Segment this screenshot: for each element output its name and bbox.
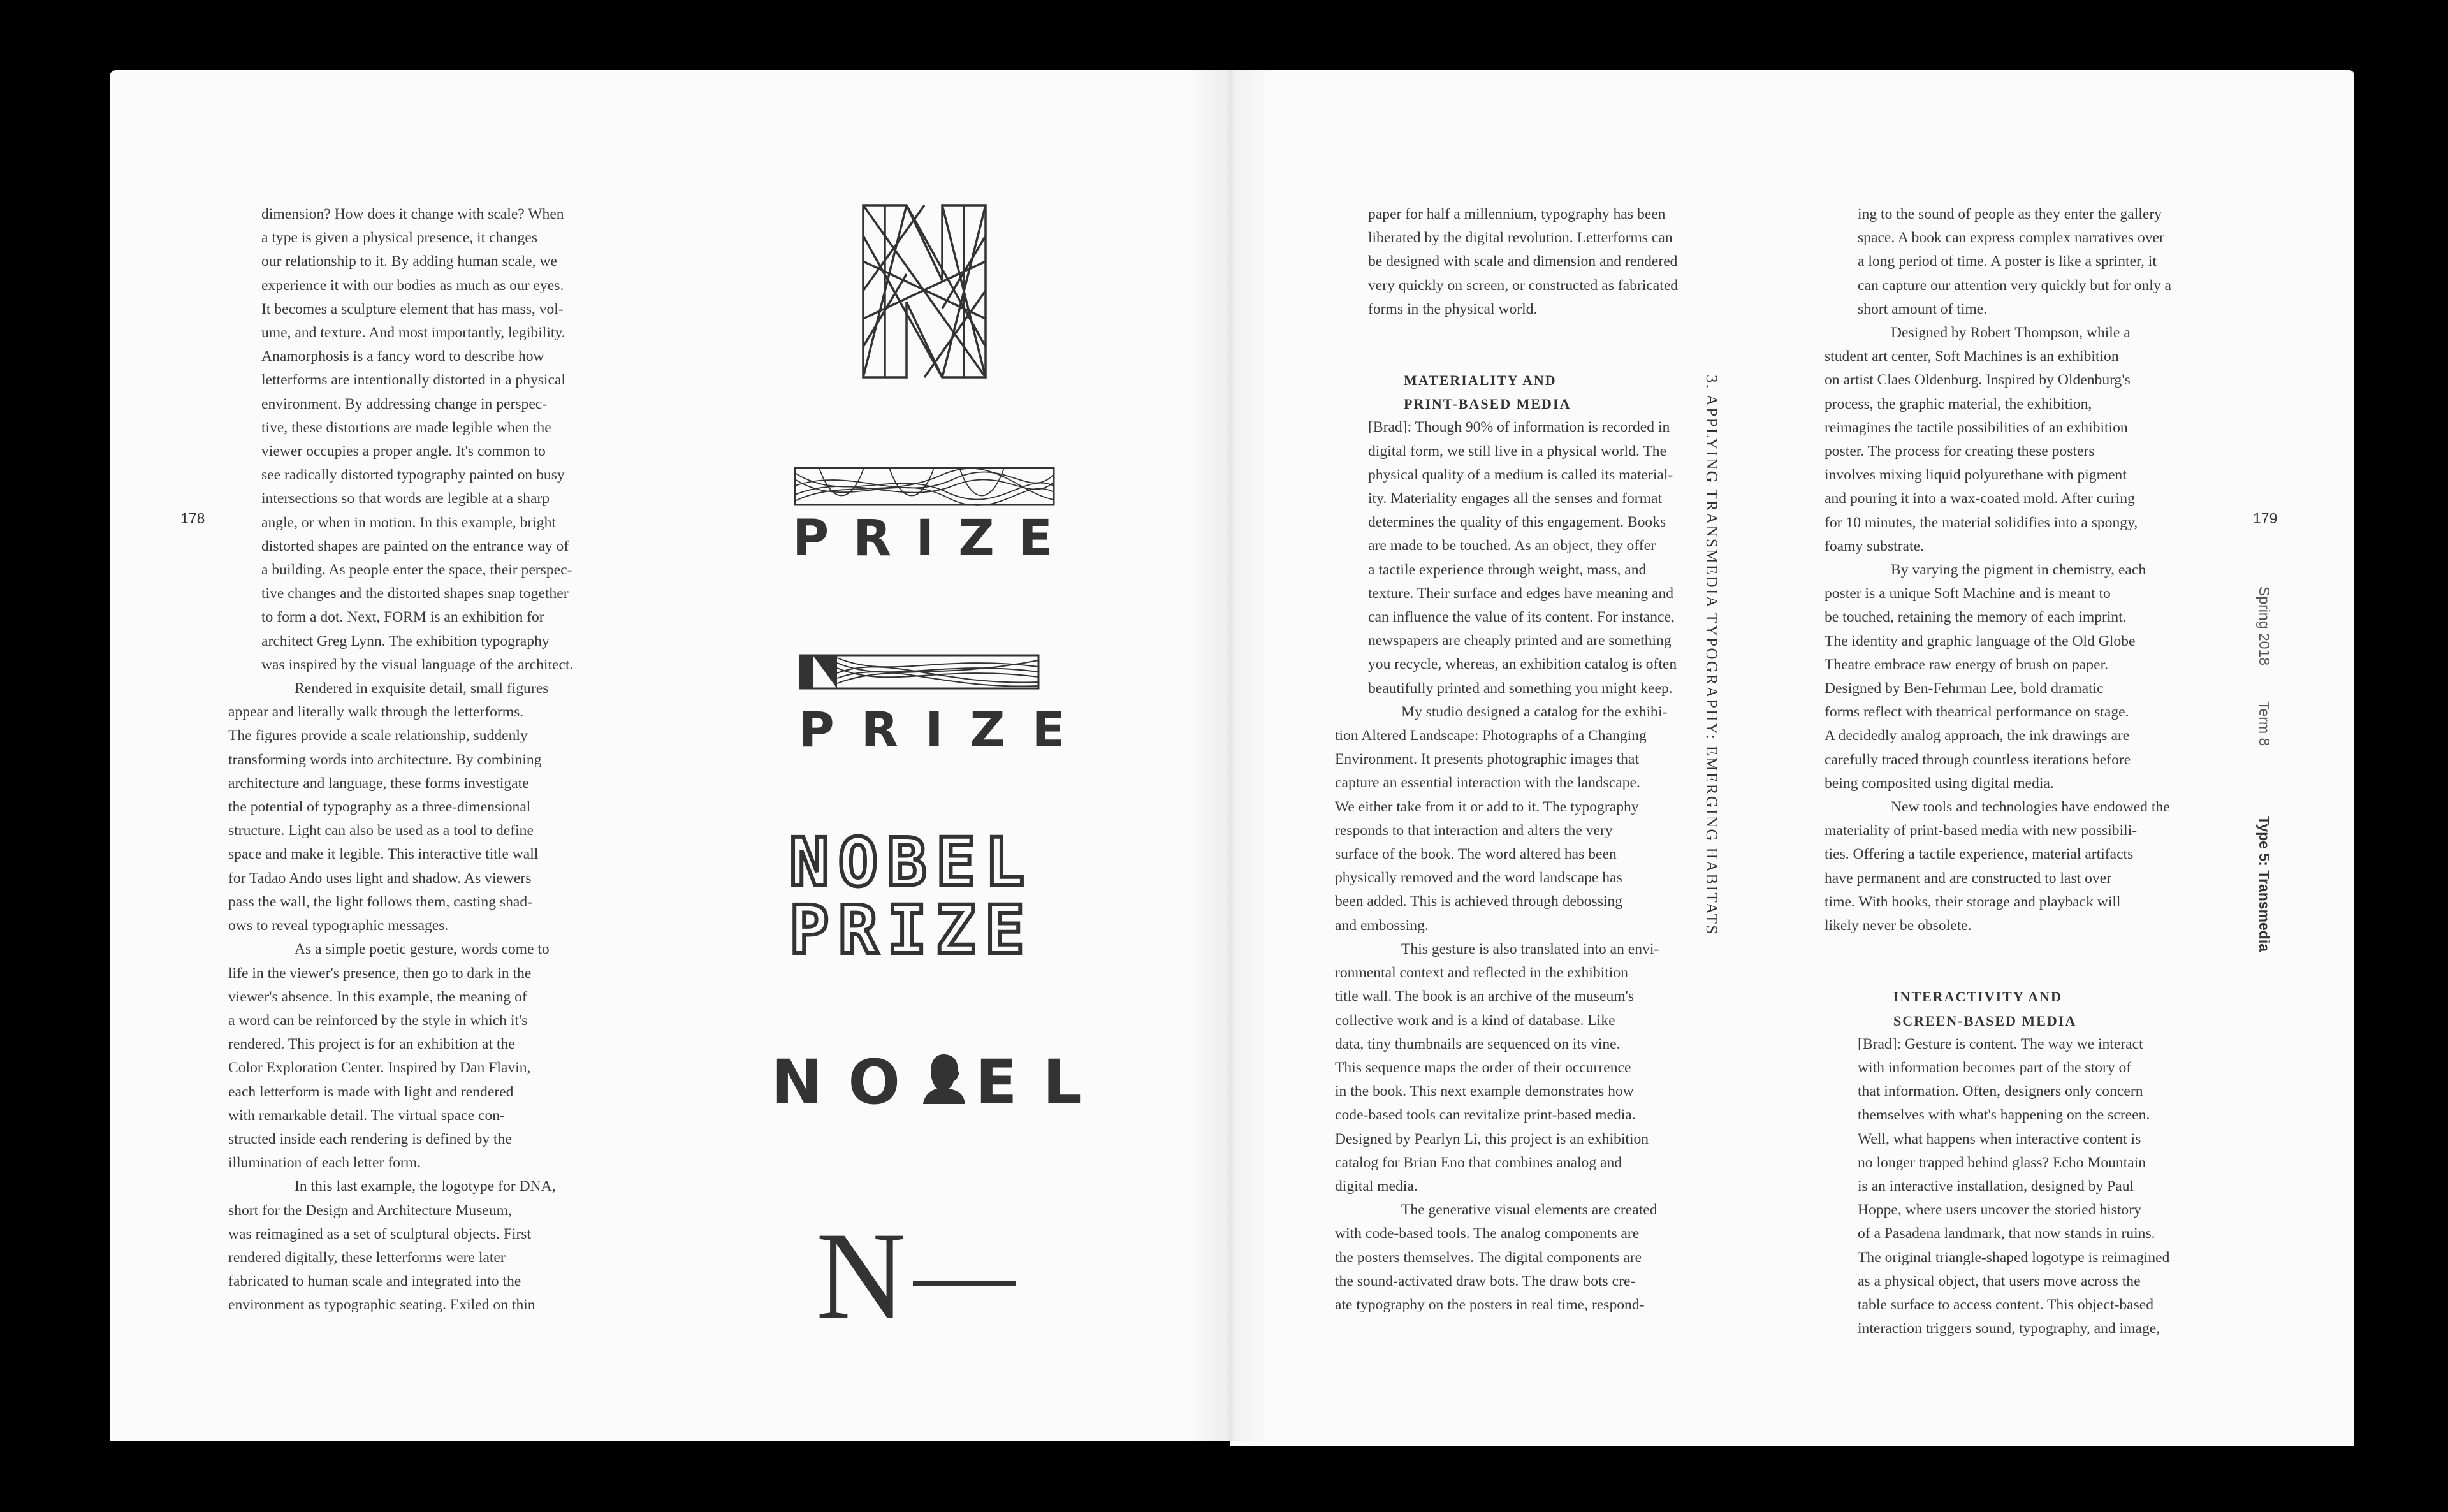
text-line: capture an essential interaction with the landscape. [1335,774,1640,792]
n-underscore-bar [913,1281,1016,1286]
text-line: determines the quality of this engagement. Books [1368,514,1666,531]
text-line: angle, or when in motion. In this example, bright [261,514,556,531]
section-heading [1858,985,2202,1032]
text-line: ate typography on the posters in real time, respond- [1335,1296,1645,1313]
section-spacer [1858,938,2202,985]
text-line: physically removed and the word landscape has [1335,869,1622,887]
text-line: a long period of time. A poster is like a sprinter, it [1858,253,2157,270]
text-line: see radically distorted typography painted on busy [261,467,565,484]
text-line: are made to be touched. As an object, they offer [1368,537,1656,555]
text-line: foamy substrate. [1825,537,1924,555]
text-line: student art center, Soft Machines is an exhibition [1825,348,2119,365]
body-paragraph [1335,701,1700,938]
text-line: was inspired by the visual language of the architect. [261,656,574,673]
body-paragraph [1825,321,2202,558]
text-line: ows to reveal typographic messages. [228,917,449,934]
text-line: digital media. [1335,1177,1418,1195]
text-line: Hoppe, where users uncover the storied history [1858,1202,2141,1219]
text-line: on artist Claes Oldenburg. Inspired by Oldenburg's [1825,372,2131,389]
text-line: poster is a unique Soft Machine and is meant to [1825,585,2111,602]
text-line: time. With books, their storage and playback will [1825,893,2121,910]
text-line: architect Greg Lynn. The exhibition typography [261,632,550,650]
text-line: themselves with what's happening on the screen. [1858,1107,2150,1124]
text-line: each letterform is made with light and rendered [228,1083,514,1100]
text-line: ity. Materiality engages all the senses and format [1368,490,1663,507]
text-line: environment. By addressing change in perspec- [261,395,548,412]
nobel-chain-line-1: NOBEL [789,824,1034,901]
text-line: ties. Offering a tactile experience, material artifacts [1825,846,2134,863]
text-line: space and make it legible. This interactive title wall [228,846,539,863]
text-line: Designed by Ben-Fehrman Lee, bold dramatic [1825,680,2104,697]
text-line: and pouring it into a wax-coated mold. After curing [1825,490,2135,507]
text-line: was reimagined as a set of sculptural objects. First [228,1225,532,1242]
text-line: ing to the sound of people as they enter the gallery [1858,206,2162,222]
text-line: a type is given a physical presence, it changes [261,229,538,247]
text-line: involves mixing liquid polyurethane with pigment [1825,467,2127,484]
nobel-chain-line-2: PRIZE [789,891,1034,969]
section-spacer [1368,321,1700,368]
text-line: the potential of typography as a three-dimensional [228,799,531,816]
text-line: and embossing. [1335,917,1429,934]
text-line: with code-based tools. The analog components are [1335,1225,1640,1242]
text-line: physical quality of a medium is called its material- [1368,466,1673,483]
text-line: environment as typographic seating. Exiled on thin [228,1297,536,1314]
text-line: Anamorphosis is a fancy word to describe how [261,348,544,365]
text-line: dimension? How does it change with scale? When [261,206,564,222]
text-line: table surface to access content. This object-based [1858,1296,2154,1313]
text-line: paper for half a millennium, typography has been [1368,206,1666,222]
text-line: newspapers are cheaply printed and are something [1368,632,1672,650]
text-line: life in the viewer's presence, then go to dark in the [228,964,532,982]
text-line: ume, and texture. And most importantly, legibility. [261,324,565,342]
text-line: likely never be obsolete. [1825,917,1972,934]
text-line: have permanent and are constructed to last over [1825,869,2112,887]
text-line: The original triangle-shaped logotype is reimagined [1858,1249,2170,1266]
text-line: a tactile experience through weight, mass, and [1368,561,1647,578]
nobel-prize-chain-logo [789,824,1034,969]
text-line: for Tadao Ando uses light and shadow. As viewers [228,869,532,887]
body-paragraph [228,1175,606,1317]
text-line: you recycle, whereas, an exhibition catalog is often [1368,656,1677,673]
text-line: The identity and graphic language of the Old Globe [1825,632,2136,650]
text-line: tion Altered Landscape: Photographs of a Changing [1335,727,1647,745]
body-paragraph [261,203,606,677]
geometric-n-logo [862,204,987,379]
heading-line: SCREEN-BASED MEDIA [1893,1012,2077,1029]
text-line: Environment. It presents photographic images that [1335,751,1640,768]
text-line: [Brad]: Though 90% of information is recorded in [1368,419,1670,436]
text-line: a word can be reinforced by the style in which it's [228,1012,528,1029]
text-line: the sound-activated draw bots. The draw bots cre- [1335,1272,1636,1290]
text-line: experience it with our bodies as much as our eyes. [261,277,564,294]
chapter-title-vertical: 3. APPLYING TRANSMEDIA TYPOGRAPHY: EMERGING HABITATS [1703,375,1720,936]
body-paragraph [228,938,606,1175]
text-line: reimagines the tactile possibilities of an exhibition [1825,419,2128,436]
text-line: letterforms are intentionally distorted in a physical [261,372,565,389]
text-line: carefully traced through countless iterations before [1825,751,2131,768]
text-line: Well, what happens when interactive content is [1858,1130,2141,1147]
text-line: of a Pasadena landmark, that now stands in ruins. [1858,1225,2155,1242]
text-line: be touched, retaining the memory of each imprint. [1825,609,2127,626]
text-line: texture. Their surface and edges have meaning and [1368,585,1674,602]
text-line: [Brad]: Gesture is content. The way we interact [1858,1035,2143,1052]
body-paragraph [1858,1033,2202,1341]
n-underscore-logo: N [816,1207,907,1345]
text-line: viewer occupies a proper angle. It's common to [261,443,546,460]
portrait-silhouette-icon [922,1053,966,1105]
text-line: can influence the value of its content. For instance, [1368,609,1675,626]
text-line: tive, these distortions are made legible when the [261,419,551,436]
text-line: pass the wall, the light follows them, casting shad- [228,893,533,910]
text-line: It becomes a sculpture element that has mass, vol- [261,300,564,317]
text-line: Designed by Pearlyn Li, this project is an exhibition [1335,1130,1649,1147]
text-line: interaction triggers sound, typography, and image, [1858,1320,2160,1337]
text-line: been added. This is achieved through debossing [1335,893,1623,910]
prize-logo-wave-bar [799,654,1040,690]
text-line: Color Exploration Center. Inspired by Dan Flavin, [228,1059,531,1077]
book-gutter [1186,70,1275,1441]
text-line: distorted shapes are painted on the entrance way of [261,537,569,555]
text-line: as a physical object, that users move across the [1858,1272,2141,1290]
text-line: for 10 minutes, the material solidifies into a spongy, [1825,514,2138,531]
text-line: In this last example, the logotype for DNA, [295,1178,556,1195]
text-line: fabricated to human scale and integrated into the [228,1273,521,1290]
text-line: with information becomes part of the story of [1858,1059,2132,1076]
text-line: poster. The process for creating these posters [1825,443,2095,460]
section-heading [1368,368,1700,416]
text-line: beautifully printed and something you might keep. [1368,680,1673,697]
page-number-left: 178 [180,510,205,527]
text-line: structure. Light can also be used as a tool to define [228,822,534,840]
text-line: our relationship to it. By adding human scale, we [261,253,557,270]
text-line: tive changes and the distorted shapes snap together [261,585,569,602]
text-line: no longer trapped behind glass? Echo Mountain [1858,1154,2146,1171]
text-line: Designed by Robert Thompson, while a [1891,324,2131,342]
text-line: code-based tools can revitalize print-based media. [1335,1107,1636,1124]
text-line: the posters themselves. The digital components are [1335,1249,1642,1266]
nobel-portrait-logo-left: NO [771,1047,926,1118]
text-line: architecture and language, these forms investigate [228,774,529,792]
heading-line: MATERIALITY AND [1404,372,1557,389]
text-line: data, tiny thumbnails are sequenced on its vine. [1335,1035,1621,1052]
heading-line: INTERACTIVITY AND [1893,989,2062,1005]
right-body-text-column-1 [1335,203,1700,1317]
text-line: be designed with scale and dimension and rendered [1368,253,1678,270]
text-line: This sequence maps the order of their occurrence [1335,1059,1631,1076]
text-line: This gesture is also translated into an envi- [1401,940,1659,957]
text-line: a building. As people enter the space, their perspec- [261,562,572,579]
text-line: The generative visual elements are created [1401,1202,1657,1219]
text-line: very quickly on screen, or constructed as fabricated [1368,277,1679,294]
text-line: ronmental context and reflected in the exhibition [1335,964,1628,982]
side-course-title: Type 5: Transmedia [2256,816,2273,952]
text-line: illumination of each letter form. [228,1154,421,1172]
text-line: My studio designed a catalog for the exhibi- [1401,703,1668,720]
text-line: The figures provide a scale relationship, suddenly [228,727,528,745]
text-line: catalog for Brian Eno that combines analog and [1335,1154,1622,1171]
text-line: By varying the pigment in chemistry, each [1891,562,2146,579]
body-paragraph [1335,938,1700,1198]
text-line: space. A book can express complex narratives over [1858,229,2164,247]
text-line: materiality of print-based media with new possibili- [1825,822,2138,840]
right-body-text-column-2 [1825,203,2202,1341]
text-line: with remarkable detail. The virtual space con- [228,1107,505,1124]
text-line: As a simple poetic gesture, words come to [295,941,550,958]
text-line: surface of the book. The word altered has been [1335,846,1617,863]
text-line: transforming words into architecture. By combining [228,751,542,768]
nobel-portrait-logo-right: EL [975,1047,1107,1118]
body-paragraph [1368,203,1700,321]
prize-logo-woven-bar [794,467,1055,506]
text-line: We either take from it or add to it. The typography [1335,798,1639,815]
body-paragraph [1825,796,2202,938]
text-line: A decidedly analog approach, the ink drawings are [1825,727,2130,745]
text-line: can capture our attention very quickly but for only a [1858,277,2172,294]
text-line: short amount of time. [1858,300,1988,317]
side-term: Spring 2018 [2256,586,2273,666]
text-line: that information. Often, designers only concern [1858,1083,2143,1100]
prize-logo-1-word: PRIZE [792,510,1077,567]
text-line: to form a dot. Next, FORM is an exhibition for [261,609,544,626]
text-line: rendered. This project is for an exhibition at the [228,1036,515,1053]
text-line: digital form, we still live in a physical world. The [1368,442,1667,460]
text-line: viewer's absence. In this example, the meaning of [228,988,527,1005]
body-paragraph [1858,203,2202,321]
left-body-text [228,203,606,1318]
text-line: appear and literally walk through the letterforms. [228,704,524,721]
body-paragraph [1825,558,2202,796]
body-paragraph [1335,1198,1700,1317]
body-paragraph [228,677,606,938]
text-line: Theatre embrace raw energy of brush on paper. [1825,656,2109,673]
text-line: short for the Design and Architecture Museum, [228,1202,512,1219]
text-line: structed inside each rendering is defined by the [228,1130,512,1147]
text-line: title wall. The book is an archive of the museum's [1335,988,1635,1005]
text-line: responds to that interaction and alters the very [1335,822,1613,839]
page-number-right: 179 [2253,510,2278,527]
text-line: forms in the physical world. [1368,300,1538,317]
text-line: is an interactive installation, designed by Paul [1858,1177,2134,1195]
text-line: forms reflect with theatrical performance on stage. [1825,704,2129,721]
text-line: in the book. This next example demonstrates how [1335,1083,1634,1100]
text-line: intersections so that words are legible at a sharp [261,490,550,507]
text-line: New tools and technologies have endowed the [1891,799,2170,816]
text-line: rendered digitally, these letterforms were later [228,1249,506,1266]
prize-logo-2-word: PRIZE [799,701,1092,758]
text-line: liberated by the digital revolution. Letterforms can [1368,229,1673,247]
text-line: being composited using digital media. [1825,774,2054,792]
body-paragraph [1368,416,1700,700]
text-line: process, the graphic material, the exhibition, [1825,395,2092,412]
heading-line: PRINT-BASED MEDIA [1404,396,1571,412]
side-term-number: Term 8 [2256,701,2273,746]
text-line: Rendered in exquisite detail, small figures [295,680,549,697]
text-line: collective work and is a kind of database. Like [1335,1012,1615,1029]
